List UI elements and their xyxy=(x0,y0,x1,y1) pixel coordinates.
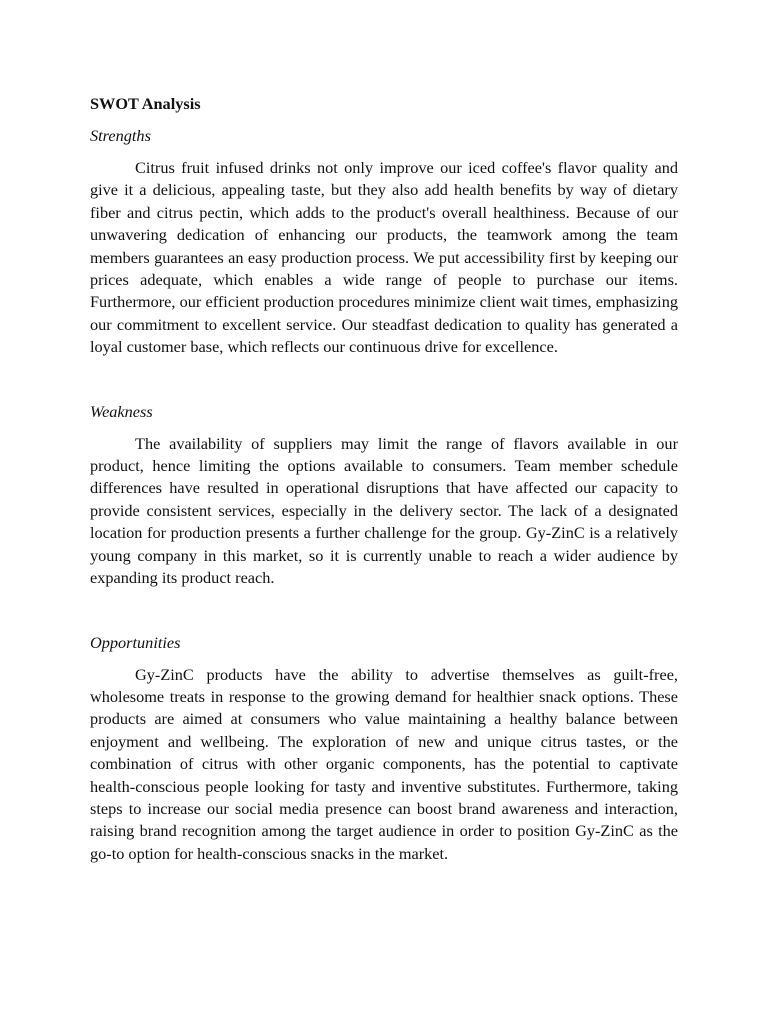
section-paragraph-strengths: Citrus fruit infused drinks not only improve our iced coffee's flavor quality and give it a delicious, appealing taste, but they also add health benefits by way of dietary fiber and citrus pectin, which adds to the product's overall healthiness. Because of our unwavering dedication of enhancing our products, the teamwork among the team members guarantees an easy production process. We put accessibility first by keeping our prices adequate, which enables a wide range of people to purchase our items. Furthermore, our efficient production procedures minimize client wait times, emphasizing our commitment to excellent service. Our steadfast dedication to quality has generated a loyal customer base, which reflects our continuous drive for excellence. xyxy=(90,158,678,357)
section-paragraph-weakness: The availability of suppliers may limit the range of flavors available in our product, hence limiting the options available to consumers. Team member schedule differences have resulted in operational disruptions that have affected our capacity to provide consistent services, especially in the delivery sector. The lack of a designated location for production presents a further challenge for the group. Gy-ZinC is a relatively young company in this market, so it is currently unable to reach a wider audience by expanding its product reach. xyxy=(90,433,678,588)
document-title: SWOT Analysis xyxy=(90,94,201,113)
section-spacer xyxy=(90,590,678,632)
section-paragraph-opportunities: Gy-ZinC products have the ability to advertise themselves as guilt-free, wholesome treats in response to the growing demand for healthier snack options. These products are aimed at consumers who value maintaining a healthy balance between enjoyment and wellbeing. The exploration of new and unique citrus tastes, or the combination of citrus with other organic components, has the potential to captivate health-conscious people looking for tasty and inventive substitutes. Furthermore, taking steps to increase our social media presence can boost brand awareness and interaction, raising brand recognition among the target audience in order to position Gy-ZinC as the go-to option for health-conscious snacks in the market. xyxy=(90,664,678,863)
section-heading-strengths: Strengths xyxy=(90,126,151,145)
section-heading-opportunities: Opportunities xyxy=(90,632,181,652)
section-heading-weakness: Weakness xyxy=(90,401,153,421)
section-spacer xyxy=(90,359,678,401)
document-body xyxy=(90,93,678,865)
